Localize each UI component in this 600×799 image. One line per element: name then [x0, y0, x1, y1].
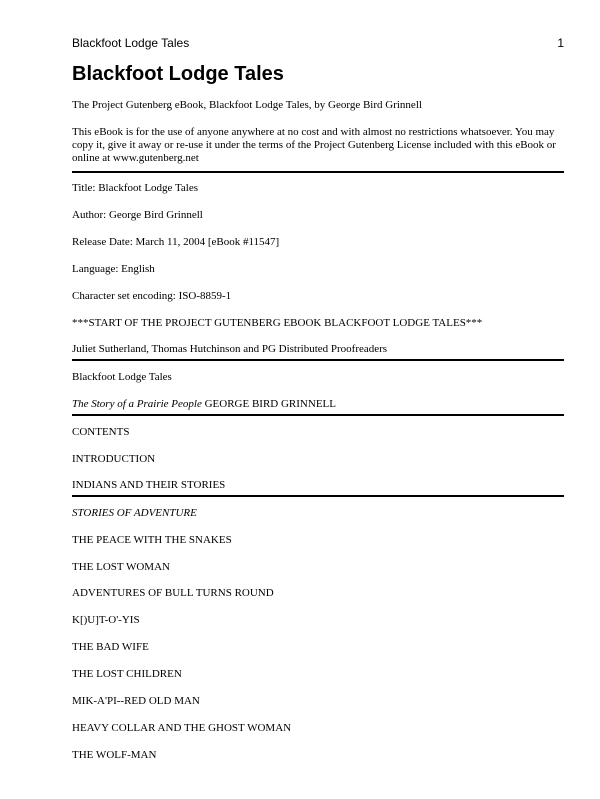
book-title: Blackfoot Lodge Tales [72, 371, 172, 383]
contents-heading: CONTENTS [72, 426, 130, 438]
page-number: 1 [557, 36, 564, 50]
intro-line: The Project Gutenberg eBook, Blackfoot Lodge Tales, by George Bird Grinnell [72, 99, 422, 111]
divider [72, 359, 564, 361]
story-item: THE PEACE WITH THE SNAKES [72, 534, 232, 546]
credits: Juliet Sutherland, Thomas Hutchinson and PG Distributed Proofreaders [72, 343, 388, 355]
license-paragraph: This eBook is for the use of anyone anywhere at no cost and with almost no restrictions whatsoever. You may copy it, give it away or re-use it under the terms of the Project Gutenberg License included with this eBook or online at www.gutenberg.net [72, 126, 556, 164]
book-author: GEORGE BIRD GRINNELL [204, 398, 336, 410]
book-subtitle: The Story of a Prairie People [72, 398, 202, 410]
contents-item: INTRODUCTION [72, 453, 156, 465]
story-item: HEAVY COLLAR AND THE GHOST WOMAN [72, 722, 292, 734]
divider [72, 171, 564, 173]
story-item: MIK-A'PI--RED OLD MAN [72, 695, 200, 707]
story-item: THE BAD WIFE [72, 641, 149, 653]
contents-item: INDIANS AND THEIR STORIES [72, 479, 226, 491]
meta-encoding: Character set encoding: ISO-8859-1 [72, 290, 232, 302]
meta-title: Title: Blackfoot Lodge Tales [72, 182, 199, 194]
story-item: THE LOST CHILDREN [72, 668, 182, 680]
story-item: K[)U]T-O'-YIS [72, 614, 140, 626]
story-item: THE LOST WOMAN [72, 561, 170, 573]
meta-release-date: Release Date: March 11, 2004 [eBook #11547] [72, 236, 280, 248]
section-heading: STORIES OF ADVENTURE [72, 507, 197, 519]
divider [72, 495, 564, 497]
meta-language: Language: English [72, 263, 155, 275]
page-title: Blackfoot Lodge Tales [72, 63, 284, 85]
meta-author: Author: George Bird Grinnell [72, 209, 203, 221]
story-item: ADVENTURES OF BULL TURNS ROUND [72, 587, 274, 599]
story-item: THE WOLF-MAN [72, 749, 157, 761]
running-title: Blackfoot Lodge Tales [72, 36, 190, 50]
book-subtitle-line [72, 398, 564, 411]
start-marker: ***START OF THE PROJECT GUTENBERG EBOOK BLACKFOOT LODGE TALES*** [72, 317, 483, 329]
divider [72, 414, 564, 416]
